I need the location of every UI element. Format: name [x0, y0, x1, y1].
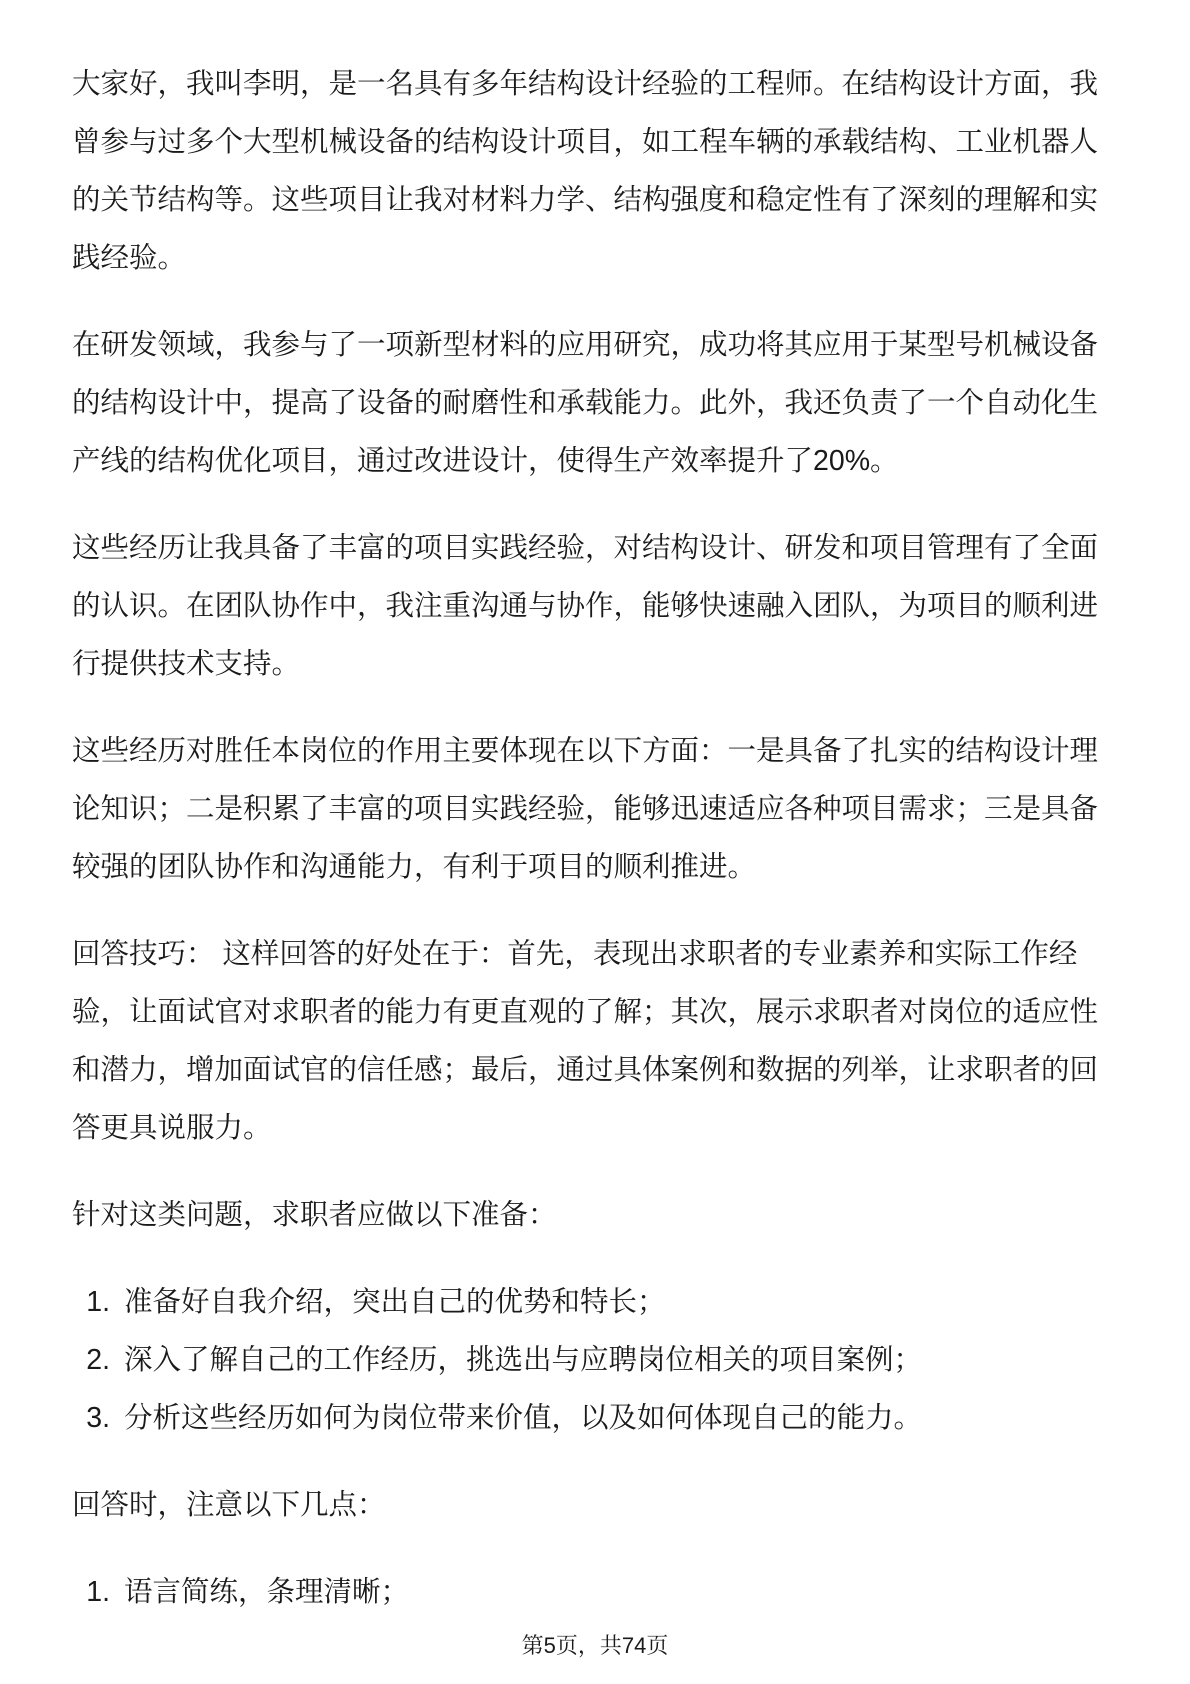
text-line: 这些经历对胜任本岗位的作用主要体现在以下方面：一是具备了扎实的结构设计理 — [72, 735, 1099, 767]
list-text: 分析这些经历如何为岗位带来价值，以及如何体现自己的能力。 — [124, 1402, 923, 1434]
paragraph — [72, 519, 1132, 693]
text-line: 和潜力，增加面试官的信任感；最后，通过具体案例和数据的列举，让求职者的回 — [72, 1054, 1099, 1086]
text-line: 行提供技术支持。 — [72, 648, 301, 680]
text-line: 回答技巧： 这样回答的好处在于：首先，表现出求职者的专业素养和实际工作经 — [72, 938, 1078, 970]
notes-list — [72, 1563, 1132, 1621]
paragraph — [72, 316, 1132, 490]
text-line: 曾参与过多个大型机械设备的结构设计项目，如工程车辆的承载结构、工业机器人 — [72, 126, 1099, 158]
list-text: 准备好自我介绍，突出自己的优势和特长； — [124, 1286, 666, 1318]
notes-intro — [72, 1476, 1132, 1534]
list-item — [72, 1563, 1132, 1621]
list-number: 2. — [86, 1344, 110, 1376]
list-number: 1. — [86, 1286, 110, 1318]
list-item — [72, 1273, 1132, 1331]
text-line: 产线的结构优化项目，通过改进设计，使得生产效率提升了20%。 — [72, 445, 899, 477]
notes-intro-text: 回答时，注意以下几点： — [72, 1489, 386, 1521]
list-item — [72, 1389, 1132, 1447]
text-line: 答更具说服力。 — [72, 1112, 272, 1144]
text-line: 的结构设计中，提高了设备的耐磨性和承载能力。此外，我还负责了一个自动化生 — [72, 387, 1099, 419]
prep-list — [72, 1273, 1132, 1447]
prep-intro — [72, 1186, 1132, 1244]
list-number: 3. — [86, 1402, 110, 1434]
list-item — [72, 1331, 1132, 1389]
list-text: 深入了解自己的工作经历，挑选出与应聘岗位相关的项目案例； — [124, 1344, 923, 1376]
text-line: 验，让面试官对求职者的能力有更直观的了解；其次，展示求职者对岗位的适应性 — [72, 996, 1099, 1028]
page-number: 第5页，共74页 — [521, 1633, 669, 1658]
paragraph — [72, 55, 1132, 287]
list-number: 1. — [86, 1576, 110, 1608]
document-body — [72, 55, 1132, 1650]
text-line: 的关节结构等。这些项目让我对材料力学、结构强度和稳定性有了深刻的理解和实 — [72, 184, 1099, 216]
text-line: 较强的团队协作和沟通能力，有利于项目的顺利推进。 — [72, 851, 757, 883]
paragraph — [72, 925, 1132, 1157]
text-line: 大家好，我叫李明，是一名具有多年结构设计经验的工程师。在结构设计方面，我 — [72, 68, 1099, 100]
text-line: 在研发领域，我参与了一项新型材料的应用研究，成功将其应用于某型号机械设备 — [72, 329, 1099, 361]
paragraph — [72, 722, 1132, 896]
text-line: 的认识。在团队协作中，我注重沟通与协作，能够快速融入团队，为项目的顺利进 — [72, 590, 1099, 622]
text-line: 论知识；二是积累了丰富的项目实践经验，能够迅速适应各种项目需求；三是具备 — [72, 793, 1099, 825]
text-line: 践经验。 — [72, 242, 187, 274]
text-line: 这些经历让我具备了丰富的项目实践经验，对结构设计、研发和项目管理有了全面 — [72, 532, 1099, 564]
prep-intro-text: 针对这类问题，求职者应做以下准备： — [72, 1199, 557, 1231]
list-text: 语言简练，条理清晰； — [124, 1576, 410, 1608]
